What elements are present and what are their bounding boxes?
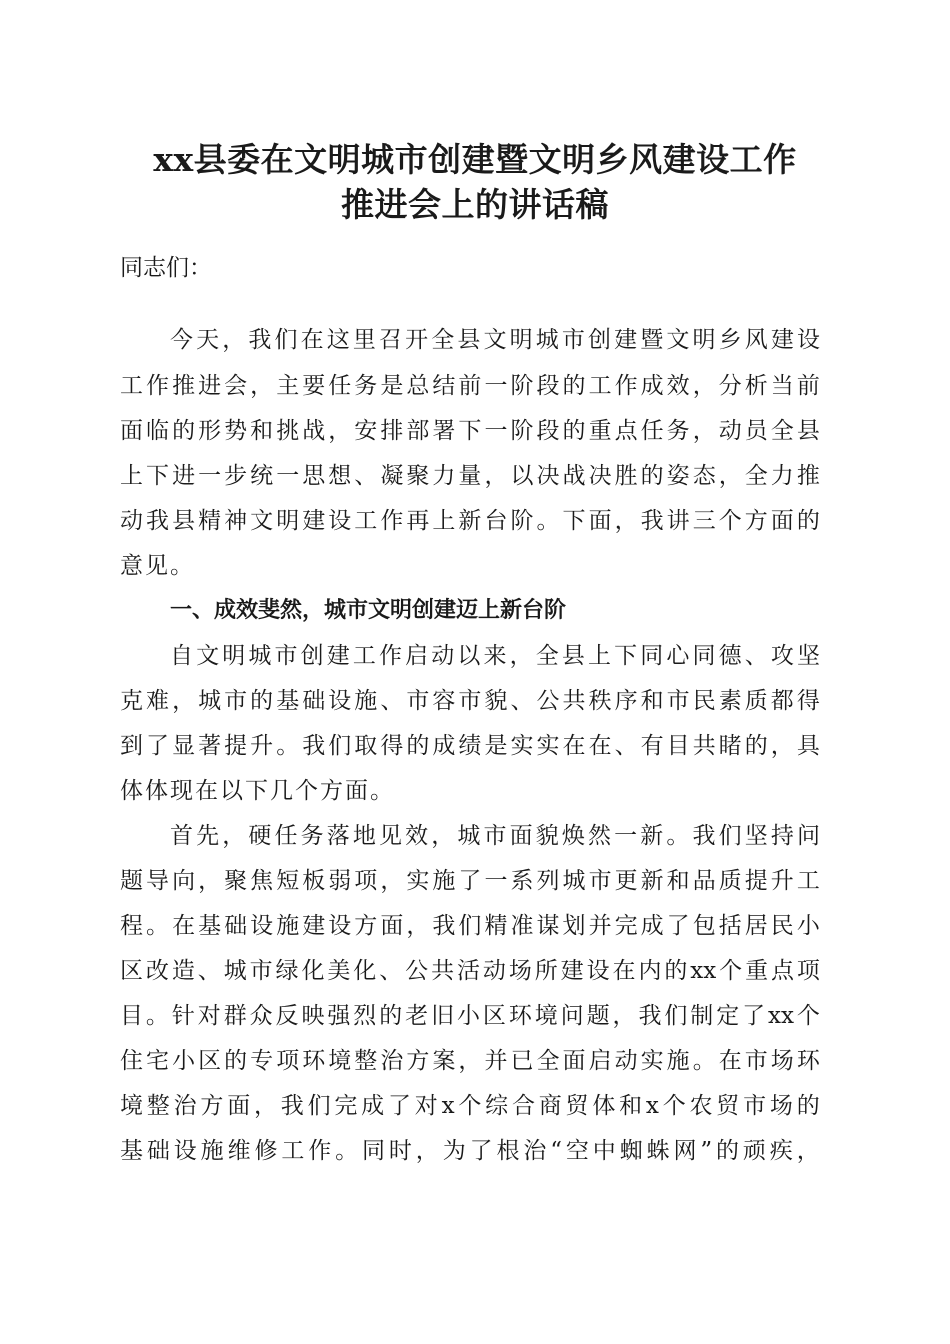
text-line: 到 了 显 著 提 升 。 我 们 取 得 的 成 绩 是 实 实 在 在 、 有 目 共 睹 的 ， 具 [120, 733, 820, 759]
text-line: 首 先 ， 硬 任 务 落 地 见 效 ， 城 市 面 貌 焕 然 一 新 。 我 们 坚 持 问 [170, 823, 820, 849]
text-line: 面 临 的 形 势 和 挑 战 ， 安 排 部 署 下 一 阶 段 的 重 点 任 务 ， 动 员 全 县 [120, 418, 820, 444]
text-line: 今 天 ， 我 们 在 这 里 召 开 全 县 文 明 城 市 创 建 暨 文 明 乡 风 建 设 [170, 327, 820, 353]
text-line: 工 作 推 进 会 ， 主 要 任 务 是 总 结 前 一 阶 段 的 工 作 成 效 ， 分 析 当 前 [120, 373, 820, 399]
text-line: 目 。 针 对 群 众 反 映 强 烈 的 老 旧 小 区 环 境 问 题 ， 我 们 制 定 了 xx 个 [120, 1003, 820, 1029]
text-line: 题 导 向 ， 聚 焦 短 板 弱 项 ， 实 施 了 一 系 列 城 市 更 新 和 品 质 提 升 工 [120, 868, 820, 894]
text-line: 基 础 设 施 维 修 工 作 。 同 时 ， 为 了 根 治 “ 空 中 蜘 蛛 网 ” 的 顽 疾 ， [120, 1138, 820, 1164]
text-line: 动 我 县 精 神 文 明 建 设 工 作 再 上 新 台 阶 。 下 面 ， 我 讲 三 个 方 面 的 [120, 508, 820, 534]
text-line: 意见。 [120, 553, 195, 579]
text-line: 体体现在以下几个方面。 [120, 778, 395, 804]
text-line: 境 整 治 方 面 ， 我 们 完 成 了 对 x 个 综 合 商 贸 体 和 x 个 农 贸 市 场 的 [120, 1093, 820, 1119]
text-line: 程 。 在 基 础 设 施 建 设 方 面 ， 我 们 精 准 谋 划 并 完 成 了 包 括 居 民 小 [120, 913, 820, 939]
document-title-line-2: 推进会上的讲话稿 [341, 185, 609, 224]
text-line: 自 文 明 城 市 创 建 工 作 启 动 以 来 ， 全 县 上 下 同 心 同 德 、 攻 坚 [170, 643, 820, 669]
text-line: 克 难 ， 城 市 的 基 础 设 施 、 市 容 市 貌 、 公 共 秩 序 和 市 民 素 质 都 得 [120, 688, 820, 714]
text-line: 上 下 进 一 步 统 一 思 想 、 凝 聚 力 量 ， 以 决 战 决 胜 的 姿 态 ， 全 力 推 [120, 463, 820, 489]
text-line: 住 宅 小 区 的 专 项 环 境 整 治 方 案 ， 并 已 全 面 启 动 实 施 。 在 市 场 环 [120, 1048, 820, 1074]
text-line: 区 改 造 、 城 市 绿 化 美 化 、 公 共 活 动 场 所 建 设 在 内 的 xx 个 重 点 项 [120, 958, 820, 984]
greeting: 同志们： [120, 255, 212, 281]
document-title-line-1: xx县委在文明城市创建暨文明乡风建设工作 [153, 140, 797, 179]
section-heading: 一、成效斐然，城市文明创建迈上新台阶 [170, 598, 567, 623]
